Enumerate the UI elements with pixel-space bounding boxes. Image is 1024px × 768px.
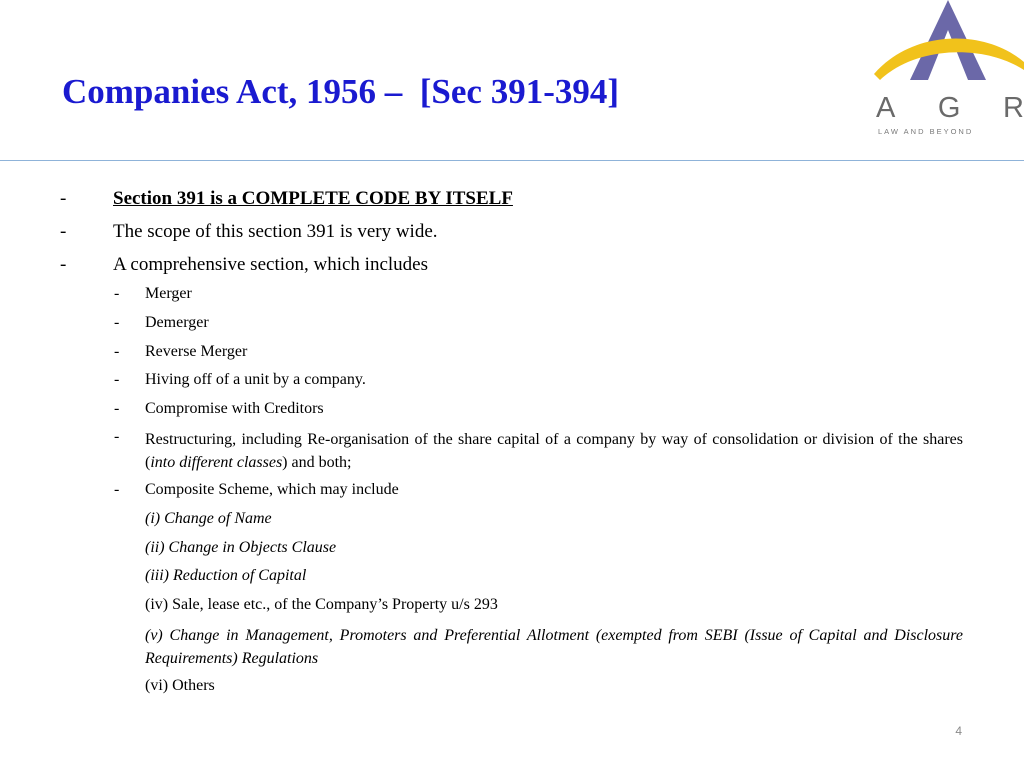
logo-letter-r: R	[1003, 92, 1024, 124]
logo-letters	[876, 92, 1024, 125]
item-merger: Merger	[145, 285, 192, 302]
point-scope: The scope of this section 391 is very wide.	[113, 221, 438, 242]
composite-change-management: (v) Change in Management, Promoters and Preferential Allotment (exempted from SEBI (Issue of Capital and Disclosure Requirements) Regulations	[145, 627, 963, 667]
item-restructuring	[145, 428, 963, 474]
logo-letter-a: A	[876, 92, 896, 124]
bullet-dash: -	[114, 314, 120, 331]
bullet-dash: -	[114, 285, 120, 302]
header-divider	[0, 160, 1024, 161]
bullet-dash: -	[114, 400, 120, 417]
restructuring-text-1: Restructuring, including Re-organisation of the share capital of a company by way of consolidation or division of the shares (	[145, 431, 963, 471]
item-compromise: Compromise with Creditors	[145, 400, 324, 417]
bullet-dash: -	[114, 428, 120, 445]
bullet-dash: -	[114, 343, 120, 360]
slide-title: Companies Act, 1956 – [Sec 391-394]	[62, 72, 620, 111]
item-demerger: Demerger	[145, 314, 209, 331]
agr-logo	[872, 0, 1024, 140]
point-comprehensive: A comprehensive section, which includes	[113, 254, 429, 275]
logo-tagline: LAW AND BEYOND	[878, 127, 974, 136]
bullet-dash: -	[60, 188, 67, 209]
composite-others: (vi) Others	[145, 677, 215, 694]
composite-change-name: (i) Change of Name	[145, 510, 272, 527]
restructuring-text-2: ) and both;	[282, 454, 352, 471]
item-composite: Composite Scheme, which may include	[145, 481, 399, 498]
page-number: 4	[955, 724, 962, 738]
bullet-dash: -	[114, 481, 120, 498]
bullet-dash: -	[60, 254, 67, 275]
bullet-dash: -	[60, 221, 67, 242]
item-reverse-merger: Reverse Merger	[145, 343, 248, 360]
composite-sale-lease: (iv) Sale, lease etc., of the Company’s Property u/s 293	[145, 596, 498, 613]
composite-objects-clause: (ii) Change in Objects Clause	[145, 539, 337, 556]
logo-graphic	[872, 0, 1024, 96]
restructuring-text-italic: into different classes	[150, 454, 283, 471]
item-hiving-off: Hiving off of a unit by a company.	[145, 371, 366, 388]
point-complete-code: Section 391 is a COMPLETE CODE BY ITSELF	[113, 188, 513, 209]
logo-letter-g: G	[937, 92, 961, 124]
bullet-dash: -	[114, 371, 120, 388]
composite-reduction-capital: (iii) Reduction of Capital	[145, 567, 307, 584]
